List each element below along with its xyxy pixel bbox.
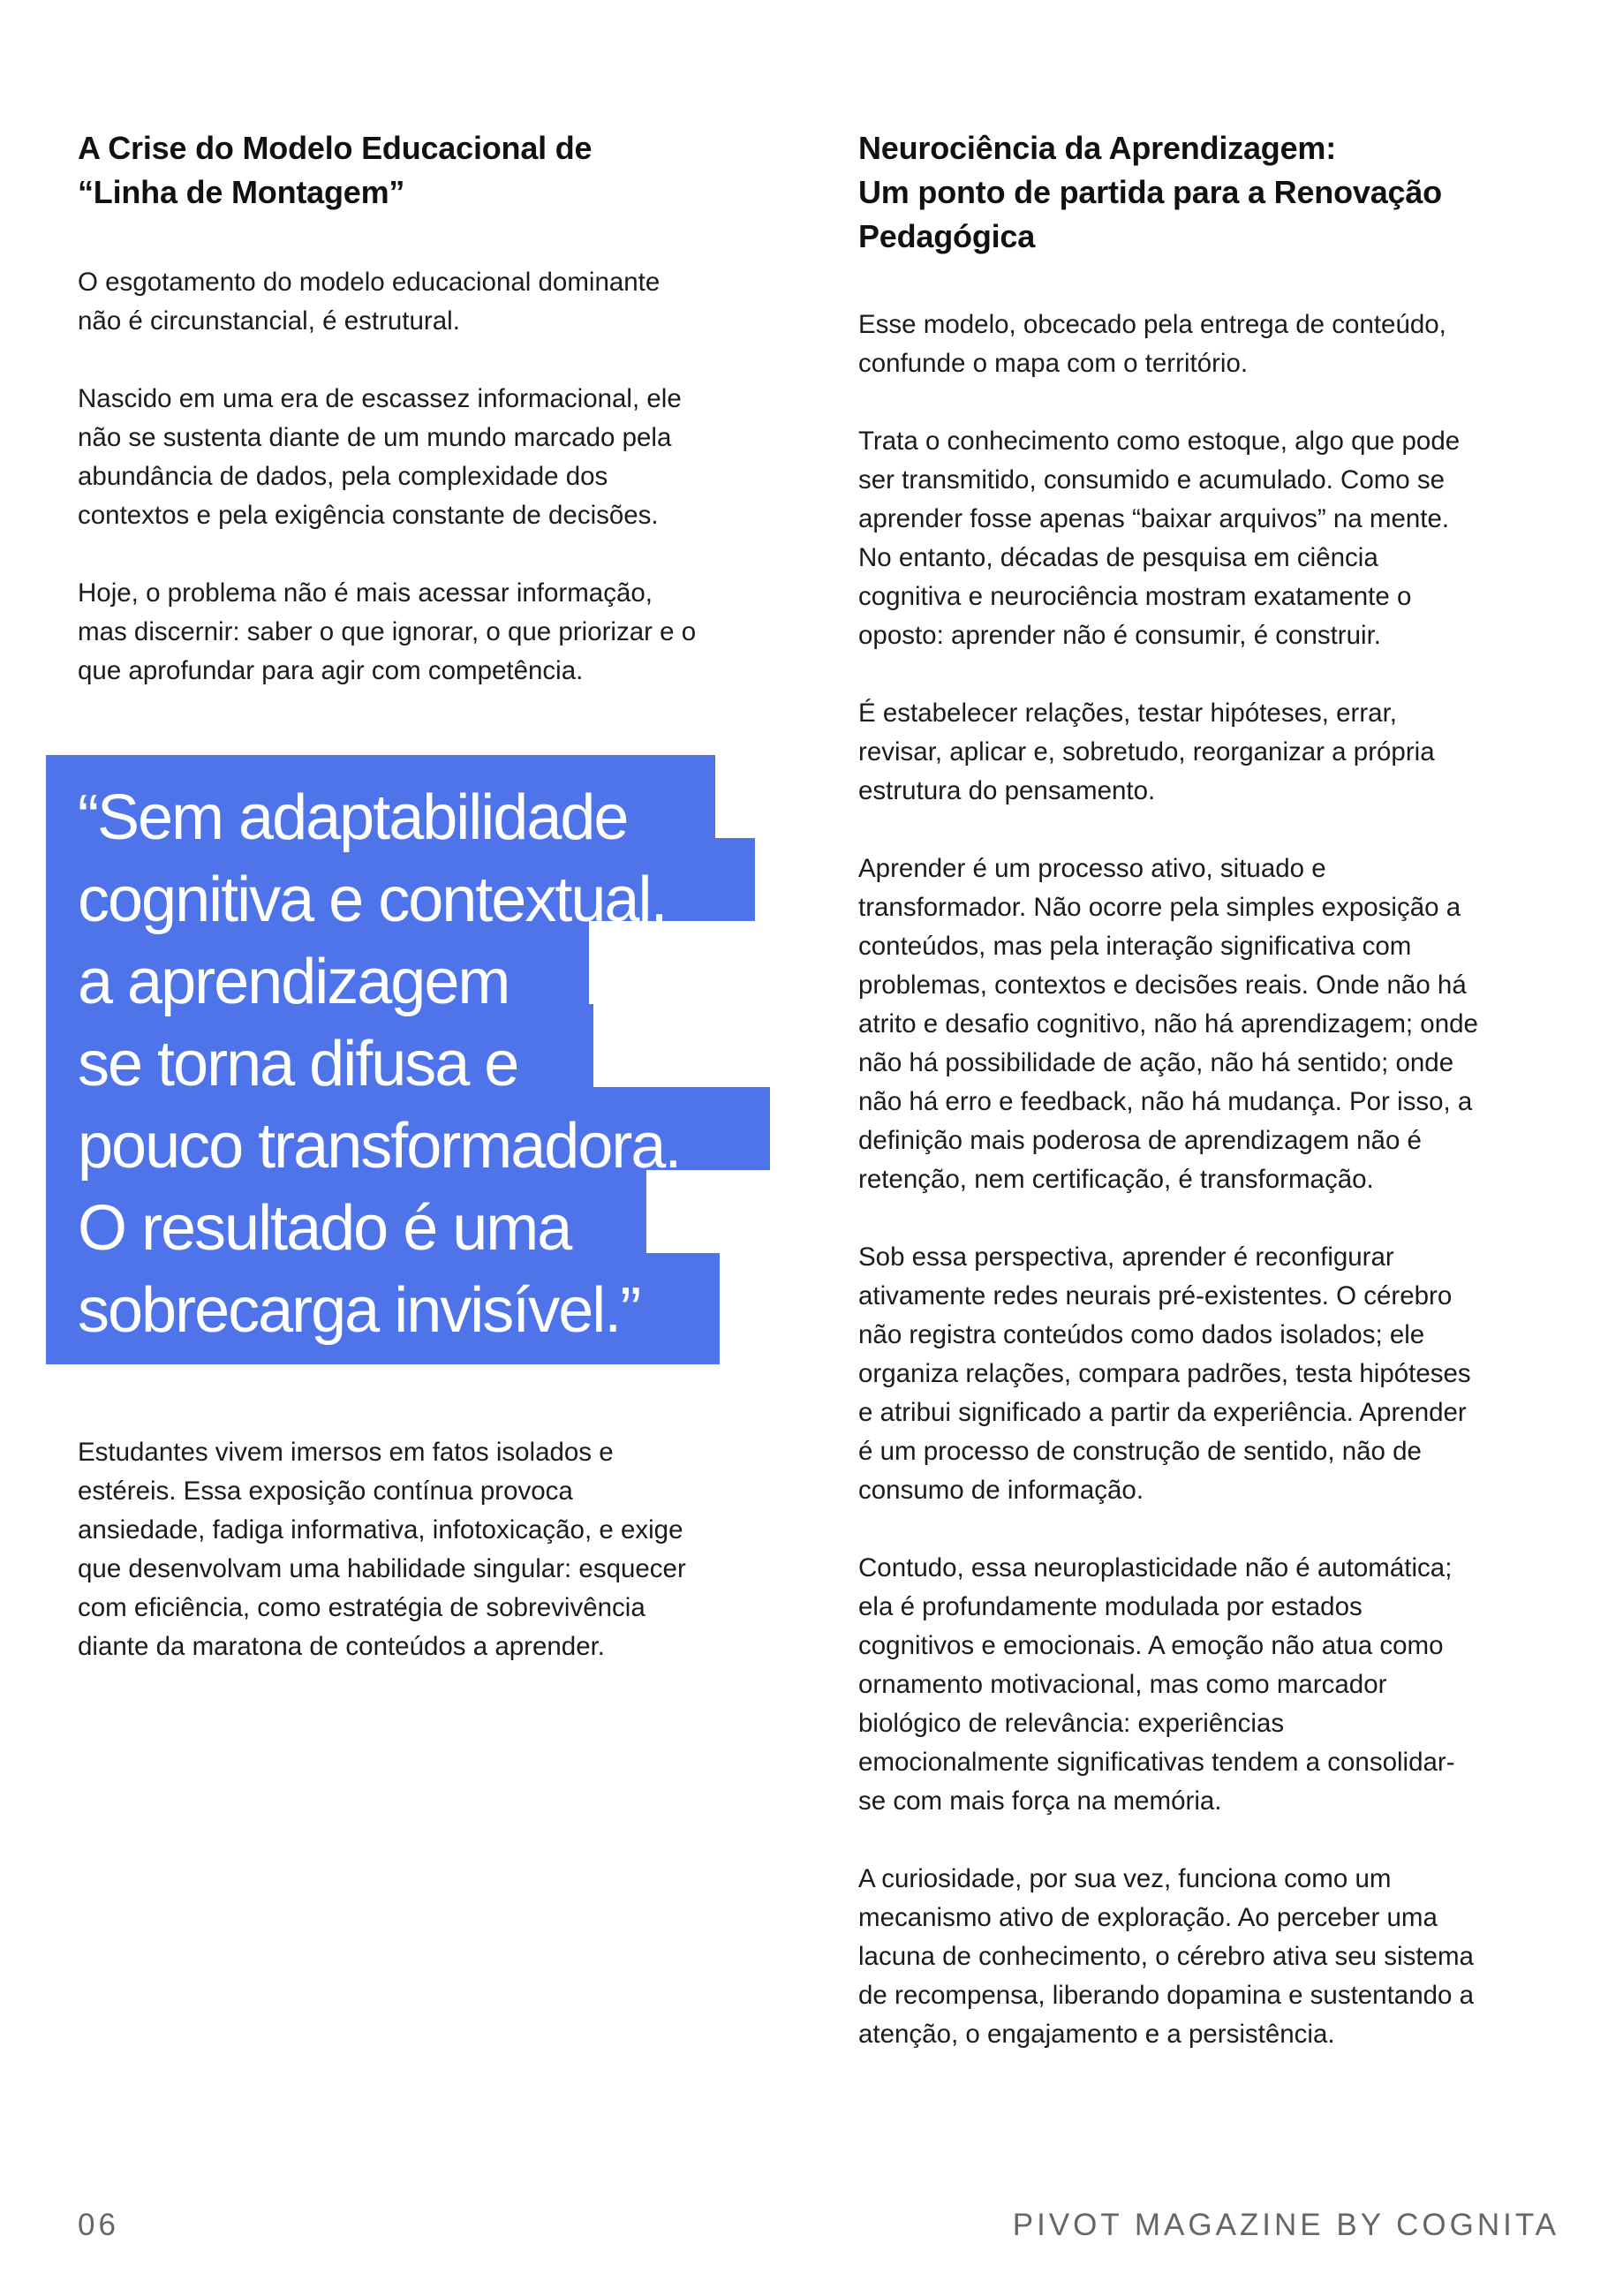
- right-paragraph: É estabelecer relações, testar hipóteses, errar, revisar, aplicar e, sobretudo, reorganizar a própria estrutura do pensamento.: [858, 699, 1435, 805]
- right-paragraph: Contudo, essa neuroplasticidade não é automática; ela é profundamente modulada por estados cognitivos e emocionais. A emoção não atua como ornamento motivacional, mas como marcador biológico de relevância: experiências emocionalmente significativas tendem a consolidar- se com mais força na memória.: [858, 1553, 1455, 1816]
- right-paragraph: Esse modelo, obcecado pela entrega de conteúdo, confunde o mapa com o território.: [858, 310, 1446, 378]
- left-paragraph: Nascido em uma era de escassez informacional, ele não se sustenta diante de um mundo marcado pela abundância de dados, pela complexidade dos contextos e pela exigência constante de decisões.: [78, 384, 682, 530]
- pull-quote: [46, 755, 770, 1364]
- right-paragraph: A curiosidade, por sua vez, funciona como um mecanismo ativo de exploração. Ao perceber uma lacuna de conhecimento, o cérebro ativa seu sistema de recompensa, liberando dopamina e sustentando a atenção, o engajamento e a persistência.: [858, 1864, 1475, 2049]
- right-paragraph: Sob essa perspectiva, aprender é reconfigurar ativamente redes neurais pré-existentes. O cérebro não registra conteúdos como dados isolados; ele organiza relações, compara padrões, testa hipóteses e atribui significado a partir da experiência. Aprender é um processo de construção de sentido, não de consumo de informação.: [858, 1242, 1471, 1505]
- magazine-name: PIVOT MAGAZINE BY COGNITA: [1012, 2208, 1559, 2242]
- left-column: [78, 126, 784, 729]
- left-section-heading: A Crise do Modelo Educacional de “Linha de Montagem”: [78, 130, 593, 210]
- left-paragraph: Hoje, o problema não é mais acessar informação, mas discernir: saber o que ignorar, o que priorizar e o que aprofundar para agir com competência.: [78, 578, 697, 685]
- right-paragraph: Trata o conhecimento como estoque, algo que pode ser transmitido, consumido e acumulado. Como se aprender fosse apenas “baixar arquivos” na mente. No entanto, décadas de pesquisa em ciência cognitiva e neurociência mostram exatamente o oposto: aprender não é consumir, é construir.: [858, 427, 1461, 650]
- left-paragraph: Estudantes vivem imersos em fatos isolados e estéreis. Essa exposição contínua provoca ansiedade, fadiga informativa, infotoxicação, e exige que desenvolvam uma habilidade singular: esquecer com eficiência, como estratégia de sobrevivência diante da maratona de conteúdos a aprender.: [78, 1438, 686, 1661]
- right-column: [858, 126, 1565, 2093]
- lower-left-text: [78, 1433, 784, 1705]
- right-paragraph: Aprender é um processo ativo, situado e transformador. Não ocorre pela simples exposição a conteúdos, mas pela interação significativa com problemas, contextos e decisões reais. Onde não há atrito e desafio cognitivo, não há aprendizagem; onde não há possibilidade de ação, não há sentido; onde não há erro e feedback, não há mudança. Por isso, a definição mais poderosa de aprendizagem não é retenção, nem certificação, é transformação.: [858, 854, 1478, 1194]
- pull-quote-text: “Sem adaptabilidade cognitiva e contextual, a aprendizagem se torna difusa e pouco transformadora. O resultado é uma sobrecarga invisível.”: [78, 782, 681, 1346]
- page-number: 06: [78, 2208, 119, 2242]
- right-section-heading: Neurociência da Aprendizagem: Um ponto de partida para a Renovação Pedagógica: [858, 130, 1442, 254]
- left-paragraph: O esgotamento do modelo educacional dominante não é circunstancial, é estrutural.: [78, 268, 661, 336]
